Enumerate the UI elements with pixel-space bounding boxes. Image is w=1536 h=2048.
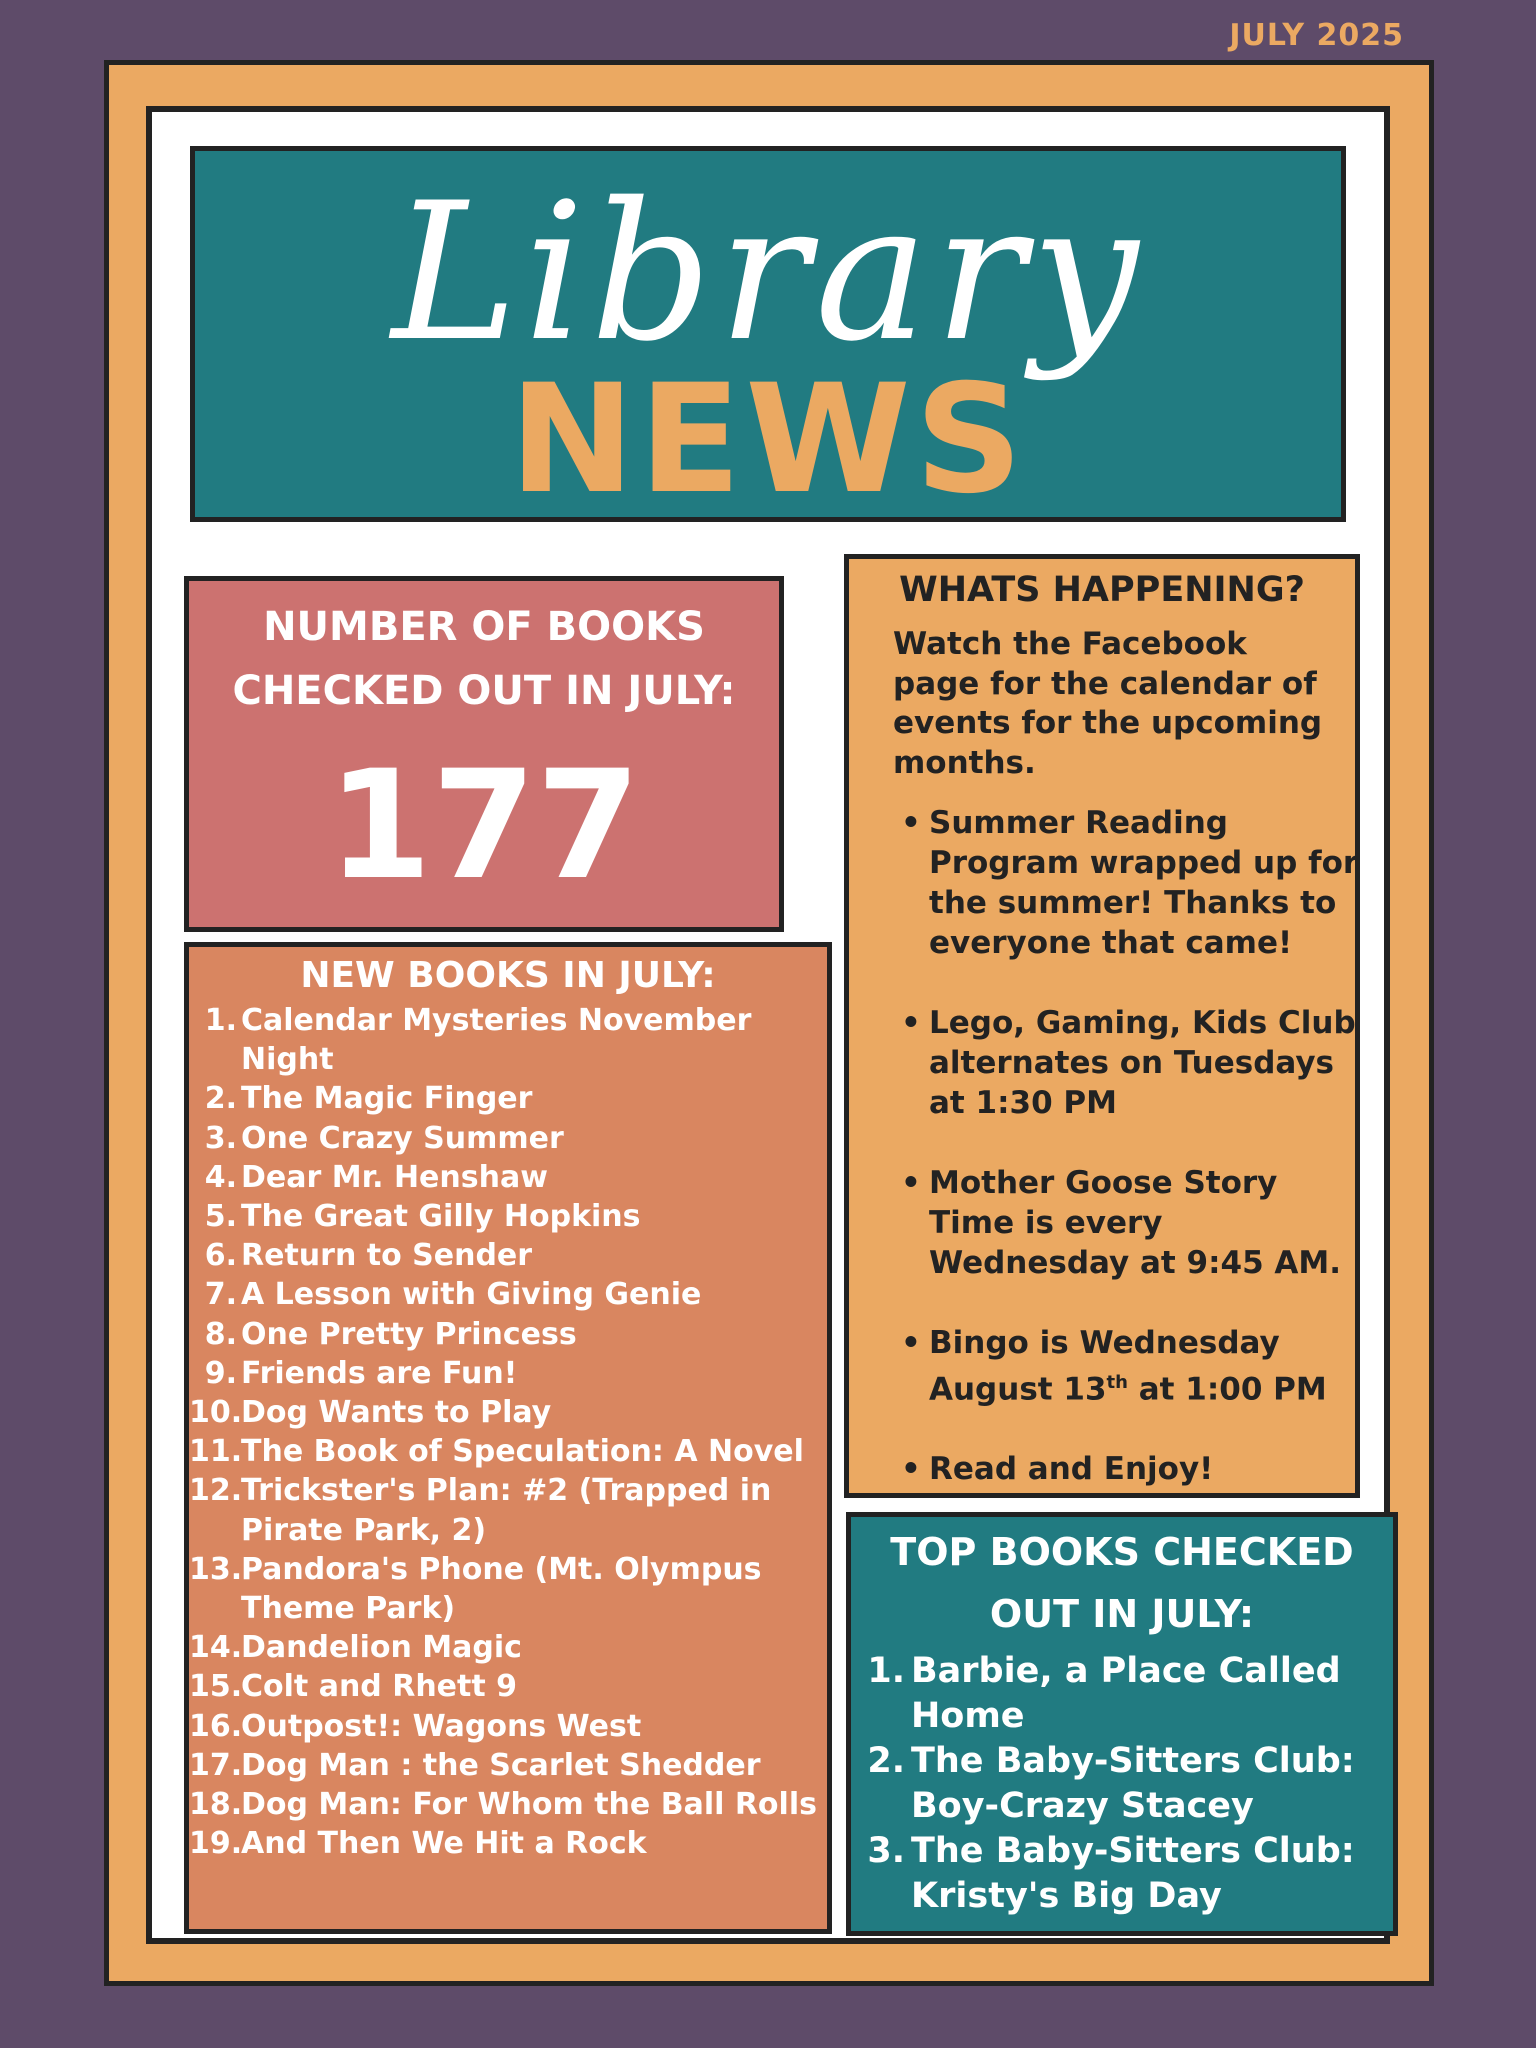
item-number: 1. — [204, 1003, 237, 1038]
item-title: Dear Mr. Henshaw — [241, 1159, 548, 1195]
list-item — [189, 1354, 827, 1393]
top-books-box — [846, 1512, 1398, 1936]
item-number: 3. — [204, 1120, 237, 1156]
item-title: The Baby-Sitters Club: Boy-Crazy Stacey — [911, 1741, 1355, 1826]
event-text: Lego, Gaming, Kids Club alternates on Tuesdays at 1:30 PM — [929, 1005, 1356, 1121]
list-item — [189, 1824, 827, 1863]
item-title: One Crazy Summer — [241, 1120, 564, 1156]
item-number: 18. — [189, 1787, 243, 1823]
list-item — [189, 1197, 827, 1236]
item-title: Trickster's Plan: #2 (Trapped in Pirate Park, 2) — [241, 1473, 772, 1548]
whats-happening-intro: Watch the Facebook page for the calendar of events for the upcoming months. — [893, 626, 1323, 781]
item-number: 2. — [204, 1081, 237, 1117]
bullet-icon: • — [901, 1451, 921, 1488]
item-number: 5. — [204, 1199, 237, 1235]
checkout-count-value: 177 — [327, 739, 641, 913]
item-number: 11. — [189, 1434, 243, 1470]
item-title: Colt and Rhett 9 — [241, 1669, 518, 1705]
list-item — [849, 1323, 1359, 1409]
item-number: 9. — [204, 1355, 237, 1391]
bullet-icon: • — [901, 1005, 921, 1041]
event-text: Bingo is Wednesday August 13 — [929, 1325, 1280, 1408]
list-item — [849, 803, 1359, 963]
list-item — [189, 1315, 827, 1354]
bullet-icon: • — [901, 805, 921, 841]
item-number: 4. — [204, 1159, 237, 1195]
list-item — [189, 1432, 827, 1471]
list-item — [189, 1471, 827, 1549]
event-text: Summer Reading Program wrapped up for the summer! Thanks to everyone that came! — [929, 805, 1359, 961]
checkout-count-heading: NUMBER OF BOOKS CHECKED OUT IN JULY: — [232, 604, 736, 714]
item-number: 14. — [189, 1630, 243, 1666]
item-title: Friends are Fun! — [241, 1355, 518, 1391]
list-item — [851, 1829, 1393, 1919]
item-title: Calendar Mysteries November Night — [241, 1003, 752, 1078]
item-number: 6. — [204, 1238, 237, 1274]
list-item — [849, 1163, 1359, 1283]
item-number: 13. — [189, 1551, 243, 1587]
item-title: Return to Sender — [241, 1238, 533, 1274]
list-item — [849, 1449, 1359, 1489]
item-title: Dog Wants to Play — [241, 1395, 552, 1431]
masthead-script-title: Library — [391, 162, 1145, 383]
list-item — [189, 1158, 827, 1197]
list-item — [849, 1003, 1359, 1123]
item-number: 12. — [189, 1473, 243, 1509]
item-number: 19. — [189, 1826, 243, 1862]
item-number: 1. — [867, 1651, 905, 1691]
item-title: Dandelion Magic — [241, 1630, 522, 1666]
item-title: The Great Gilly Hopkins — [241, 1199, 641, 1235]
new-books-heading: NEW BOOKS IN JULY: — [300, 955, 716, 996]
item-title: Outpost!: Wagons West — [241, 1708, 642, 1744]
item-number: 16. — [189, 1708, 243, 1744]
list-item — [851, 1649, 1393, 1739]
new-books-list — [189, 1001, 827, 1863]
list-item — [189, 1001, 827, 1079]
list-item — [189, 1746, 827, 1785]
whats-happening-heading: WHATS HAPPENING? — [899, 570, 1305, 610]
item-title: Dog Man: For Whom the Ball Rolls — [241, 1787, 817, 1823]
masthead-news-title: NEWS — [509, 353, 1027, 527]
item-title: One Pretty Princess — [241, 1316, 577, 1352]
bullet-icon: • — [901, 1325, 921, 1361]
item-title: A Lesson with Giving Genie — [241, 1277, 702, 1313]
list-item — [189, 1393, 827, 1432]
event-text: Mother Goose Story Time is every Wednesday at 9:45 AM. — [929, 1165, 1342, 1281]
item-number: 3. — [867, 1831, 905, 1871]
item-number: 17. — [189, 1747, 243, 1783]
item-number: 7. — [204, 1277, 237, 1313]
new-books-box — [184, 942, 832, 1934]
list-item — [851, 1739, 1393, 1829]
event-text: Read and Enjoy! — [929, 1451, 1214, 1488]
item-title: The Magic Finger — [241, 1081, 533, 1117]
events-list — [849, 803, 1359, 1489]
list-item — [189, 1119, 827, 1158]
item-title: Barbie, a Place Called Home — [911, 1651, 1341, 1736]
list-item — [189, 1079, 827, 1118]
item-title: The Book of Speculation: A Novel — [241, 1434, 804, 1470]
item-title: The Baby-Sitters Club: Kristy's Big Day — [911, 1831, 1355, 1916]
list-item — [189, 1667, 827, 1706]
whats-happening-box — [844, 554, 1360, 1498]
item-number: 10. — [189, 1395, 243, 1431]
item-number: 8. — [204, 1316, 237, 1352]
ordinal-suffix: th — [1106, 1372, 1128, 1393]
issue-date: JULY 2025 — [1229, 18, 1404, 53]
list-item — [189, 1236, 827, 1275]
bullet-icon: • — [901, 1165, 921, 1201]
list-item — [189, 1550, 827, 1628]
top-books-heading: TOP BOOKS CHECKED OUT IN JULY: — [890, 1530, 1354, 1636]
masthead-banner — [190, 146, 1346, 527]
list-item — [189, 1275, 827, 1314]
item-title: Dog Man : the Scarlet Shedder — [241, 1747, 761, 1783]
item-title: Pandora's Phone (Mt. Olympus Theme Park) — [241, 1551, 762, 1627]
item-title: And Then We Hit a Rock — [241, 1826, 647, 1862]
list-item — [189, 1785, 827, 1824]
event-text-cont: at 1:00 PM — [1127, 1371, 1327, 1408]
item-number: 15. — [189, 1669, 243, 1705]
item-number: 2. — [867, 1741, 905, 1781]
top-books-list — [851, 1649, 1393, 1919]
list-item — [189, 1707, 827, 1746]
checkout-count-box — [184, 576, 784, 932]
list-item — [189, 1628, 827, 1667]
